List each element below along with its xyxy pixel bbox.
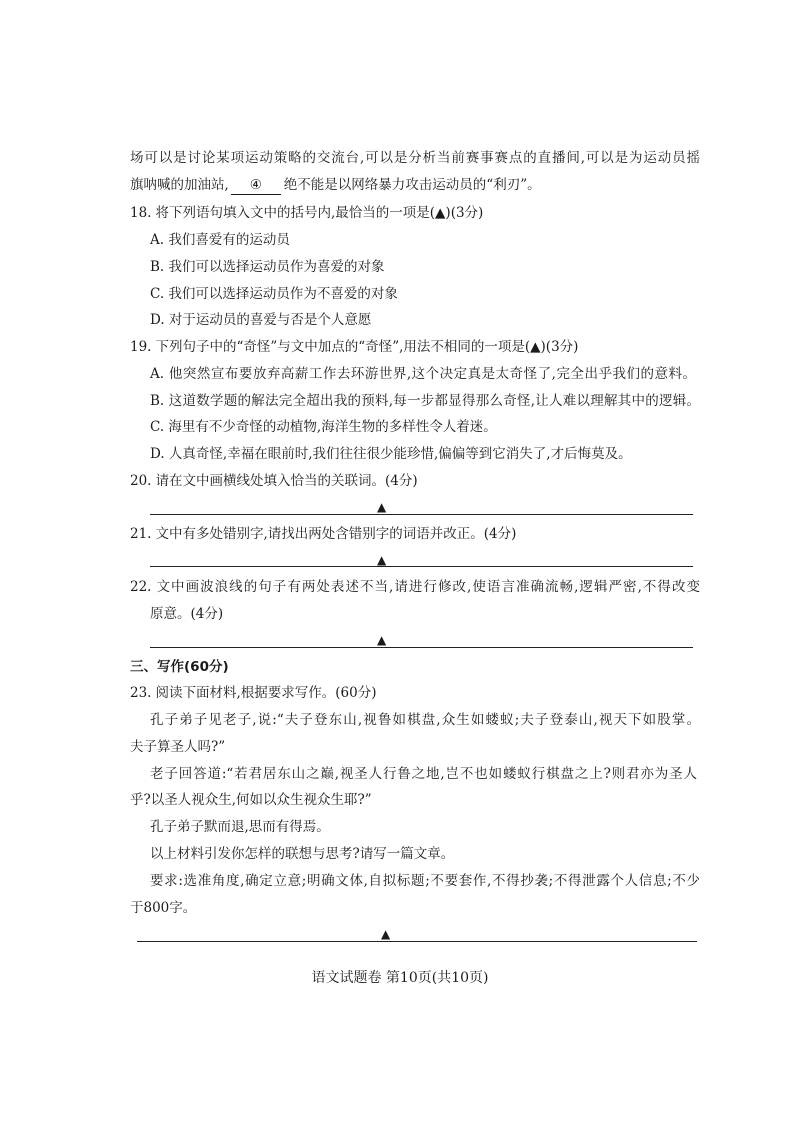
answer-mark: ▲ [377,553,387,567]
question-18-option-d: D. 对于运动员的喜爱与否是个人意愿 [150,312,372,328]
answer-line[interactable] [150,514,693,515]
question-number: 21. [130,526,152,542]
material-line: 夫子算圣人吗?” [130,739,226,755]
question-23-stem [130,683,377,703]
question-21-stem [130,524,516,544]
passage-line-2-end: 绝不能是以网络暴力攻击运动员的“利刃”。 [283,177,541,193]
question-text: 下列句子中的“奇怪”与文中加点的“奇怪”,用法不相同的一项是(▲)(3分) [155,339,579,355]
passage-line-1: 场可以是讨论某项运动策略的交流台,可以是分析当前赛事赛点的直播间,可以是为运动员摇 [130,150,700,166]
question-20-stem [130,471,418,491]
question-number: 23. [130,685,152,701]
question-19-option-a: A. 他突然宣布要放弃高薪工作去环游世界,这个决定真是太奇怪了,完全出乎我们的意料。 [150,366,696,382]
question-text: 文中有多处错别字,请找出两处含错别字的词语并改正。(4分) [155,526,517,542]
requirements-line: 于800字。 [130,900,197,916]
question-22-stem-line-1 [130,577,700,597]
section-title: 三、写作(60分) [130,659,229,675]
question-18-option-b: B. 我们可以选择运动员作为喜爱的对象 [150,259,385,275]
question-19-option-b: B. 这道数学题的解法完全超出我的预料,每一步都显得那么奇怪,让人难以理解其中的逻辑。 [150,393,700,409]
passage-line-2-start: 旗呐喊的加油站, [130,177,229,193]
question-number: 22. [130,579,152,595]
question-22-stem-line-2: 原意。(4分) [150,606,224,622]
question-text: 文中画波浪线的句子有两处表述不当,请进行修改,使语言准确流畅,逻辑严密,不得改变 [155,579,700,595]
question-text: 将下列语句填入文中的括号内,最恰当的一项是(▲)(3分) [155,205,484,221]
question-18-option-a: A. 我们喜爱有的运动员 [150,232,290,248]
question-19-option-d: D. 人真奇怪,幸福在眼前时,我们往往很少能珍惜,偏偏等到它消失了,才后悔莫及。 [150,446,632,462]
question-19-option-c: C. 海里有不少奇怪的动植物,海洋生物的多样性令人着迷。 [150,419,497,435]
blank-marker: ④ [231,177,281,195]
passage-line-2 [130,175,541,195]
answer-mark: ▲ [377,633,387,647]
question-text: 阅读下面材料,根据要求写作。(60分) [155,685,377,701]
answer-line[interactable] [150,647,693,648]
question-number: 19. [130,339,152,355]
question-18-option-c: C. 我们可以选择运动员作为不喜爱的对象 [150,286,398,302]
question-19-stem [130,337,578,357]
question-18-stem [130,203,483,223]
question-number: 18. [130,205,152,221]
material-line: 孔子弟子见老子,说:“夫子登东山,视鲁如棋盘,众生如蝼蚁;夫子登泰山,视天下如股掌。 [150,712,700,728]
answer-line[interactable] [137,941,697,942]
answer-line[interactable] [150,566,693,567]
answer-mark: ▲ [377,500,387,514]
material-line: 孔子弟子默而退,思而有得焉。 [150,819,330,835]
material-line: 乎?以圣人视众生,何如以众生视众生耶?” [130,792,372,808]
question-number: 20. [130,473,152,489]
answer-mark: ▲ [381,927,391,941]
material-line: 以上材料引发你怎样的联想与思考?请写一篇文章。 [150,846,455,862]
requirements-line: 要求:选准角度,确定立意;明确文体,自拟标题;不要套作,不得抄袭;不得泄露个人信息;不少 [150,873,700,889]
page-footer: 语文试题卷 第10页(共10页) [311,970,489,986]
material-line: 老子回答道:“若君居东山之巅,视圣人行鲁之地,岂不也如蝼蚁行棋盘之上?则君亦为圣人 [150,766,697,782]
question-text: 请在文中画横线处填入恰当的关联词。(4分) [155,473,418,489]
